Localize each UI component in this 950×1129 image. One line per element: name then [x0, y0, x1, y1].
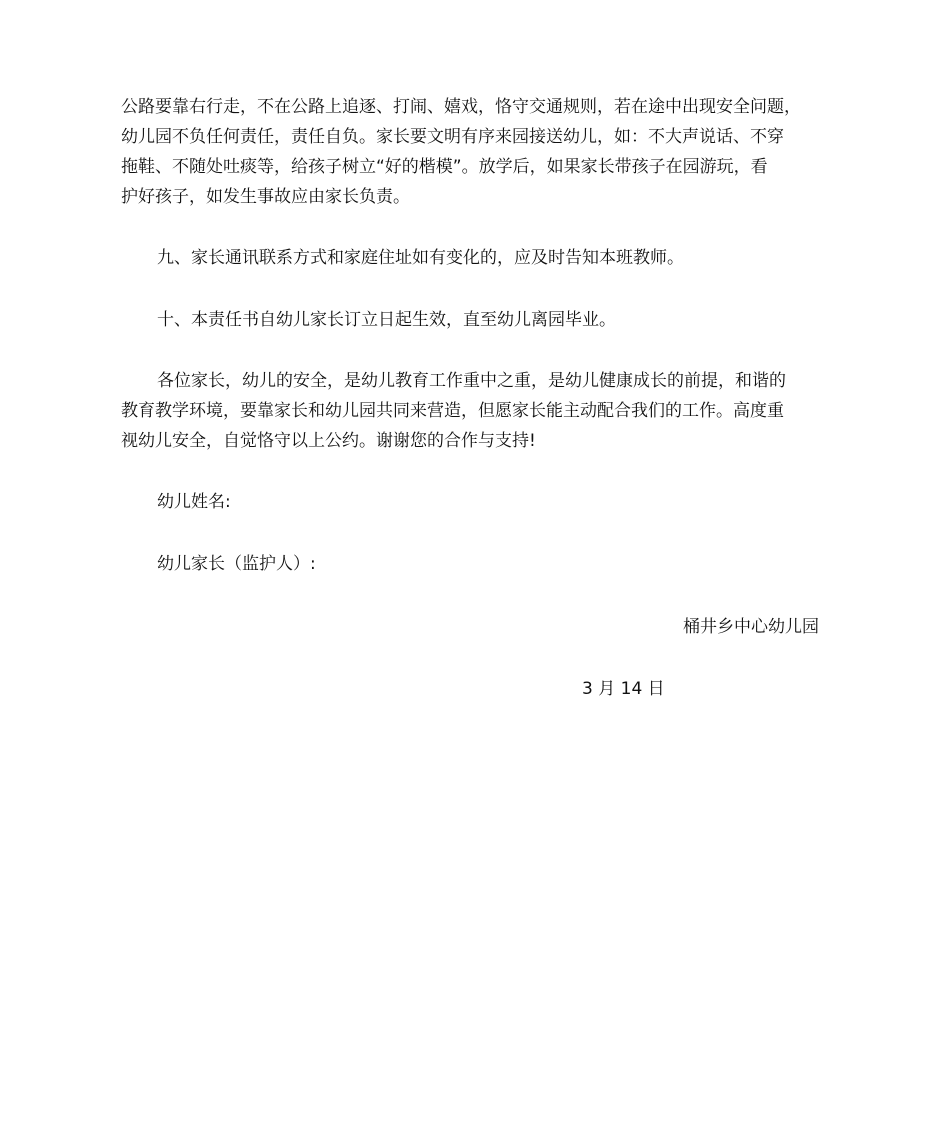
item-ten: 十、本责任书自幼儿家长订立日起生效，直至幼儿离园毕业。 [157, 310, 616, 330]
closing-paragraph-line-1: 各位家长，幼儿的安全，是幼儿教育工作重中之重，是幼儿健康成长的前提，和谐的 [157, 371, 786, 391]
closing-paragraph-line-3: 视幼儿安全，自觉恪守以上公约。谢谢您的合作与支持! [121, 431, 536, 451]
guardian-label: 幼儿家长（监护人）: [157, 554, 316, 574]
item-nine: 九、家长通讯联系方式和家庭住址如有变化的，应及时告知本班教师。 [157, 248, 684, 268]
signature-organization: 桶井乡中心幼儿园 [683, 617, 819, 637]
child-name-label: 幼儿姓名: [157, 492, 231, 512]
signature-date: 3 月 14 日 [582, 679, 665, 699]
paragraph-continuation-line-2: 幼儿园不负任何责任，责任自负。家长要文明有序来园接送幼儿，如：不大声说话、不穿 [121, 127, 784, 147]
paragraph-continuation-line-3: 拖鞋、不随处吐痰等，给孩子树立“好的楷模”。放学后，如果家长带孩子在园游玩，看 [121, 157, 768, 177]
closing-paragraph-line-2: 教育教学环境，要靠家长和幼儿园共同来营造，但愿家长能主动配合我们的工作。高度重 [121, 401, 784, 421]
paragraph-continuation-line-1: 公路要靠右行走，不在公路上追逐、打闹、嬉戏，恪守交通规则，若在途中出现安全问题， [121, 97, 801, 117]
paragraph-continuation-line-4: 护好孩子，如发生事故应由家长负责。 [121, 187, 410, 207]
